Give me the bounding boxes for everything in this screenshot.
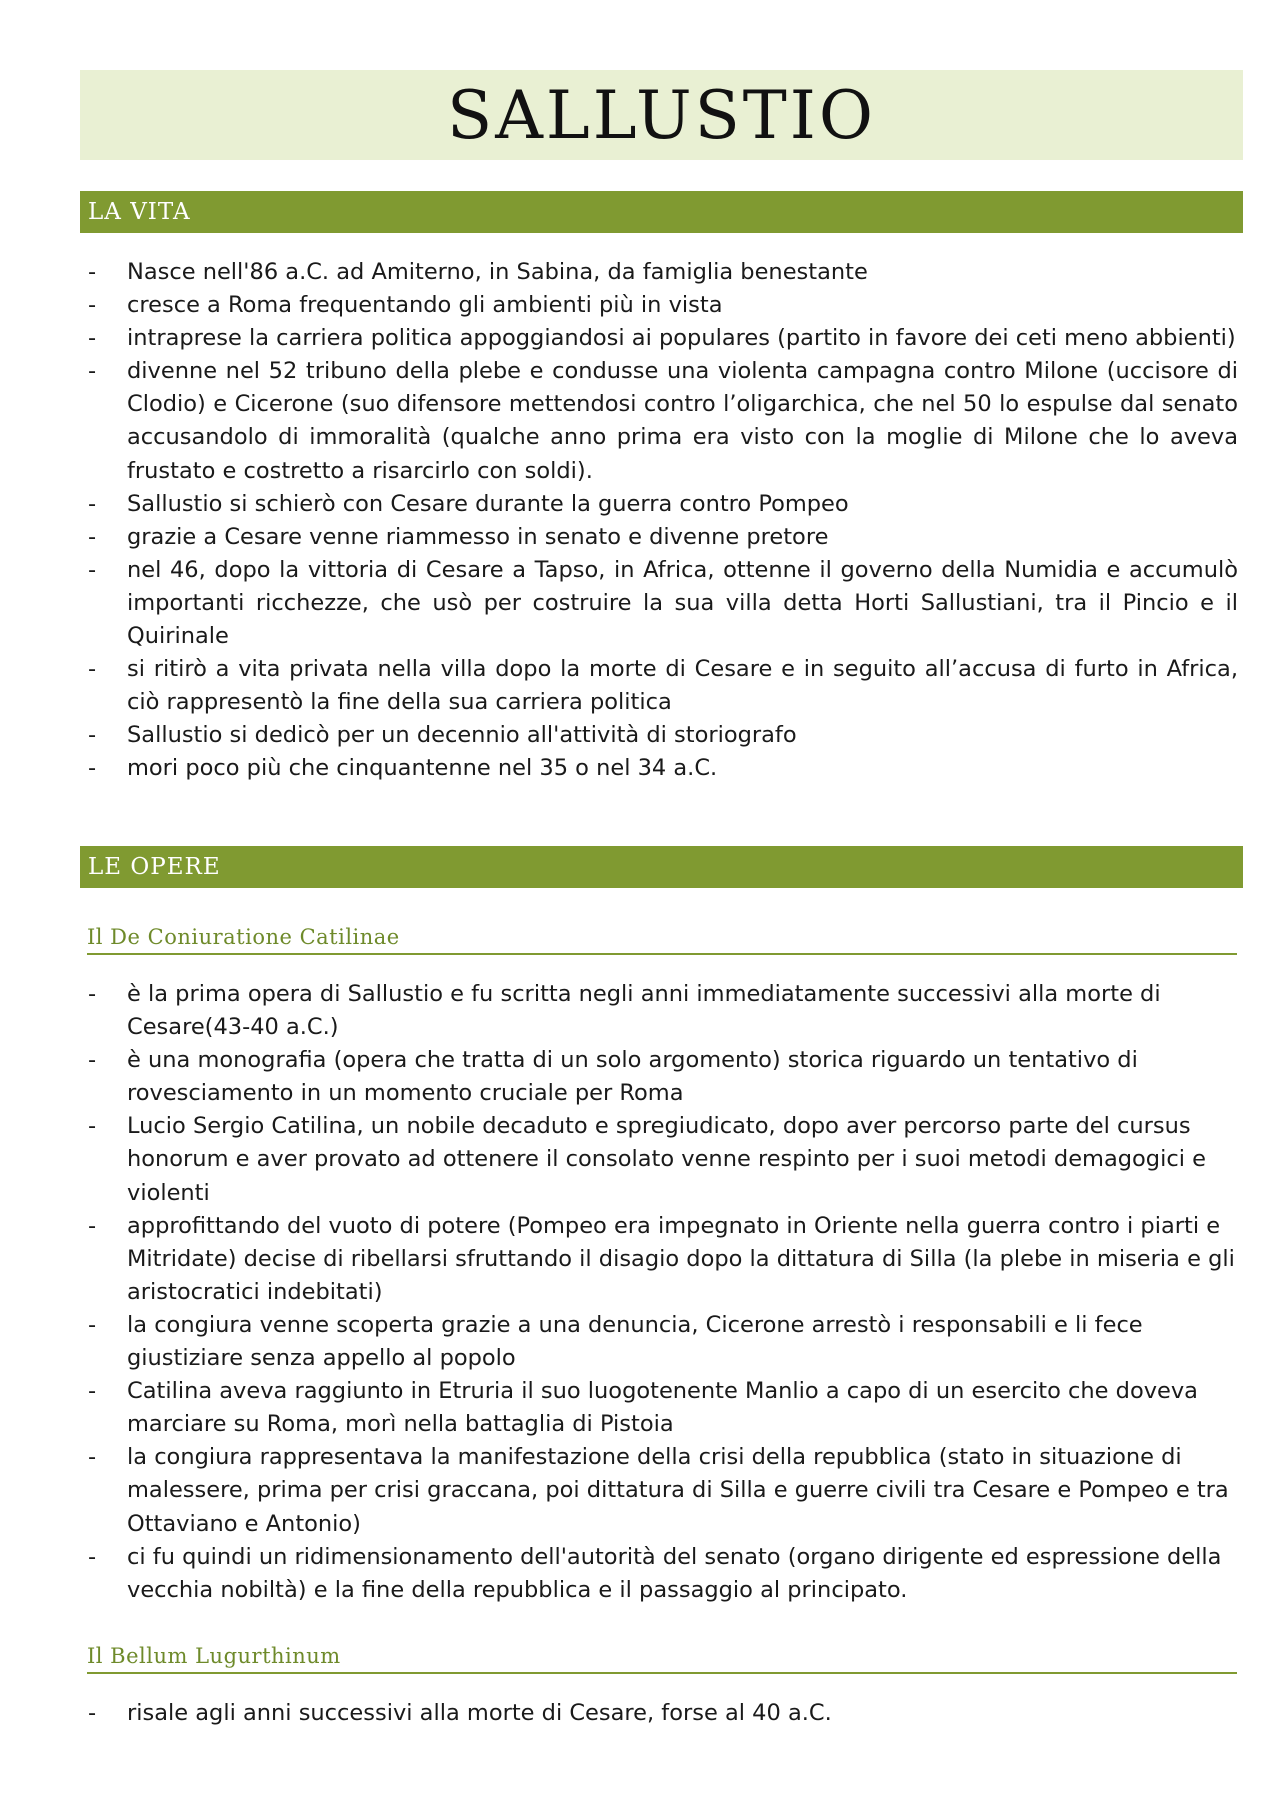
- bullet-dash: -: [88, 292, 97, 319]
- bullet-dash: -: [88, 981, 97, 1007]
- list-item: - Lucio Sergio Catilina, un nobile decaduto e spregiudicato, dopo aver percorso parte del cursus honorum e aver provato ad ottenere il consolato venne respinto per i suoi metodi demagogici e violenti: [80, 1110, 1238, 1209]
- list-item: - divenne nel 52 tribuno della plebe e condusse una violenta campagna contro Milone (uccisore di Clodio) e Cicerone (suo difensore mettendosi contro l’oligarchica, che nel 50 lo espulse dal senato accusandolo di immoralità (qualche anno prima era visto con la moglie di Milone che lo aveva frustato e costretto a risarcirlo con soldi).: [80, 355, 1238, 487]
- bullet-dash: -: [88, 1543, 97, 1570]
- title-banner: [80, 70, 1243, 160]
- bullet-list-iugurthinum: [80, 1697, 1238, 1730]
- bullet-dash: -: [88, 1047, 97, 1074]
- section-heading: LE OPERE: [88, 854, 221, 880]
- list-item: - risale agli anni successivi alla morte di Cesare, forse al 40 a.C.: [80, 1697, 1238, 1730]
- section-header-vita: [80, 191, 1243, 233]
- list-item: - intraprese la carriera politica appoggiandosi ai populares (partito in favore dei ceti meno abbienti): [80, 322, 1238, 355]
- list-item: - la congiura rappresentava la manifestazione della crisi della repubblica (stato in situazione di malessere, prima per crisi graccana, poi dittatura di Silla e guerre civili tra Cesare e Pompeo e tra Ottaviano e Antonio): [80, 1441, 1238, 1540]
- list-item: - grazie a Cesare venne riammesso in senato e divenne pretore: [80, 521, 1238, 554]
- bullet-dash: -: [88, 656, 97, 683]
- bullet-dash: -: [88, 722, 97, 749]
- bullet-dash: -: [88, 358, 97, 385]
- page-title: SALLUSTIO: [447, 76, 876, 154]
- list-item: - la congiura venne scoperta grazie a una denuncia, Cicerone arrestò i responsabili e li fece giustiziare senza appello al popolo: [80, 1309, 1238, 1375]
- list-item: - è la prima opera di Sallustio e fu scritta negli anni immediatamente successivi alla morte di Cesare(43-40 a.C.): [80, 978, 1238, 1044]
- bullet-dash: -: [88, 1378, 97, 1405]
- list-item: - si ritirò a vita privata nella villa dopo la morte di Cesare e in seguito all’accusa di furto in Africa, ciò rappresentò la fine della sua carriera politica: [80, 653, 1238, 719]
- bullet-list-catilinae: [80, 978, 1238, 1607]
- list-item: - cresce a Roma frequentando gli ambienti più in vista: [80, 289, 1238, 322]
- bullet-dash: -: [88, 325, 97, 352]
- bullet-dash: -: [88, 755, 97, 782]
- bullet-dash: -: [88, 1113, 97, 1140]
- subheading-label: Il Bellum Lugurthinum: [87, 1644, 341, 1668]
- section-heading: LA VITA: [88, 199, 191, 225]
- subheading-iugurthinum: [87, 1640, 1237, 1674]
- bullet-dash: -: [88, 490, 97, 517]
- bullet-dash: -: [88, 259, 97, 285]
- bullet-list-vita: [80, 256, 1238, 786]
- list-item: - è una monografia (opera che tratta di un solo argomento) storica riguardo un tentativo di rovesciamento in un momento cruciale per Roma: [80, 1044, 1238, 1110]
- list-item: - ci fu quindi un ridimensionamento dell'autorità del senato (organo dirigente ed espressione della vecchia nobiltà) e la fine della repubblica e il passaggio al principato.: [80, 1541, 1238, 1607]
- bullet-dash: -: [88, 523, 97, 550]
- list-item: - Sallustio si dedicò per un decennio all'attività di storiografo: [80, 719, 1238, 752]
- bullet-dash: -: [88, 1444, 97, 1471]
- bullet-dash: -: [88, 1212, 97, 1239]
- subheading-catilinae: [87, 921, 1237, 955]
- bullet-dash: -: [88, 556, 97, 583]
- subheading-label: Il De Coniuratione Catilinae: [87, 925, 400, 949]
- bullet-dash: -: [88, 1311, 97, 1338]
- list-item: - Catilina aveva raggiunto in Etruria il suo luogotenente Manlio a capo di un esercito che doveva marciare su Roma, morì nella battaglia di Pistoia: [80, 1375, 1238, 1441]
- list-item: - nel 46, dopo la vittoria di Cesare a Tapso, in Africa, ottenne il governo della Numidia e accumulò importanti ricchezze, che usò per costruire la sua villa detta Horti Sallustiani, tra il Pincio e il Quirinale: [80, 554, 1238, 653]
- list-item: - Sallustio si schierò con Cesare durante la guerra contro Pompeo: [80, 488, 1238, 521]
- list-item: - mori poco più che cinquantenne nel 35 o nel 34 a.C.: [80, 752, 1238, 785]
- bullet-dash: -: [88, 1700, 97, 1726]
- section-header-opere: [80, 846, 1243, 888]
- list-item: - approfittando del vuoto di potere (Pompeo era impegnato in Oriente nella guerra contro i piarti e Mitridate) decise di ribellarsi sfruttando il disagio dopo la dittatura di Silla (la plebe in miseria e gli aristocratici indebitati): [80, 1210, 1238, 1309]
- list-item: - Nasce nell'86 a.C. ad Amiterno, in Sabina, da famiglia benestante: [80, 256, 1238, 289]
